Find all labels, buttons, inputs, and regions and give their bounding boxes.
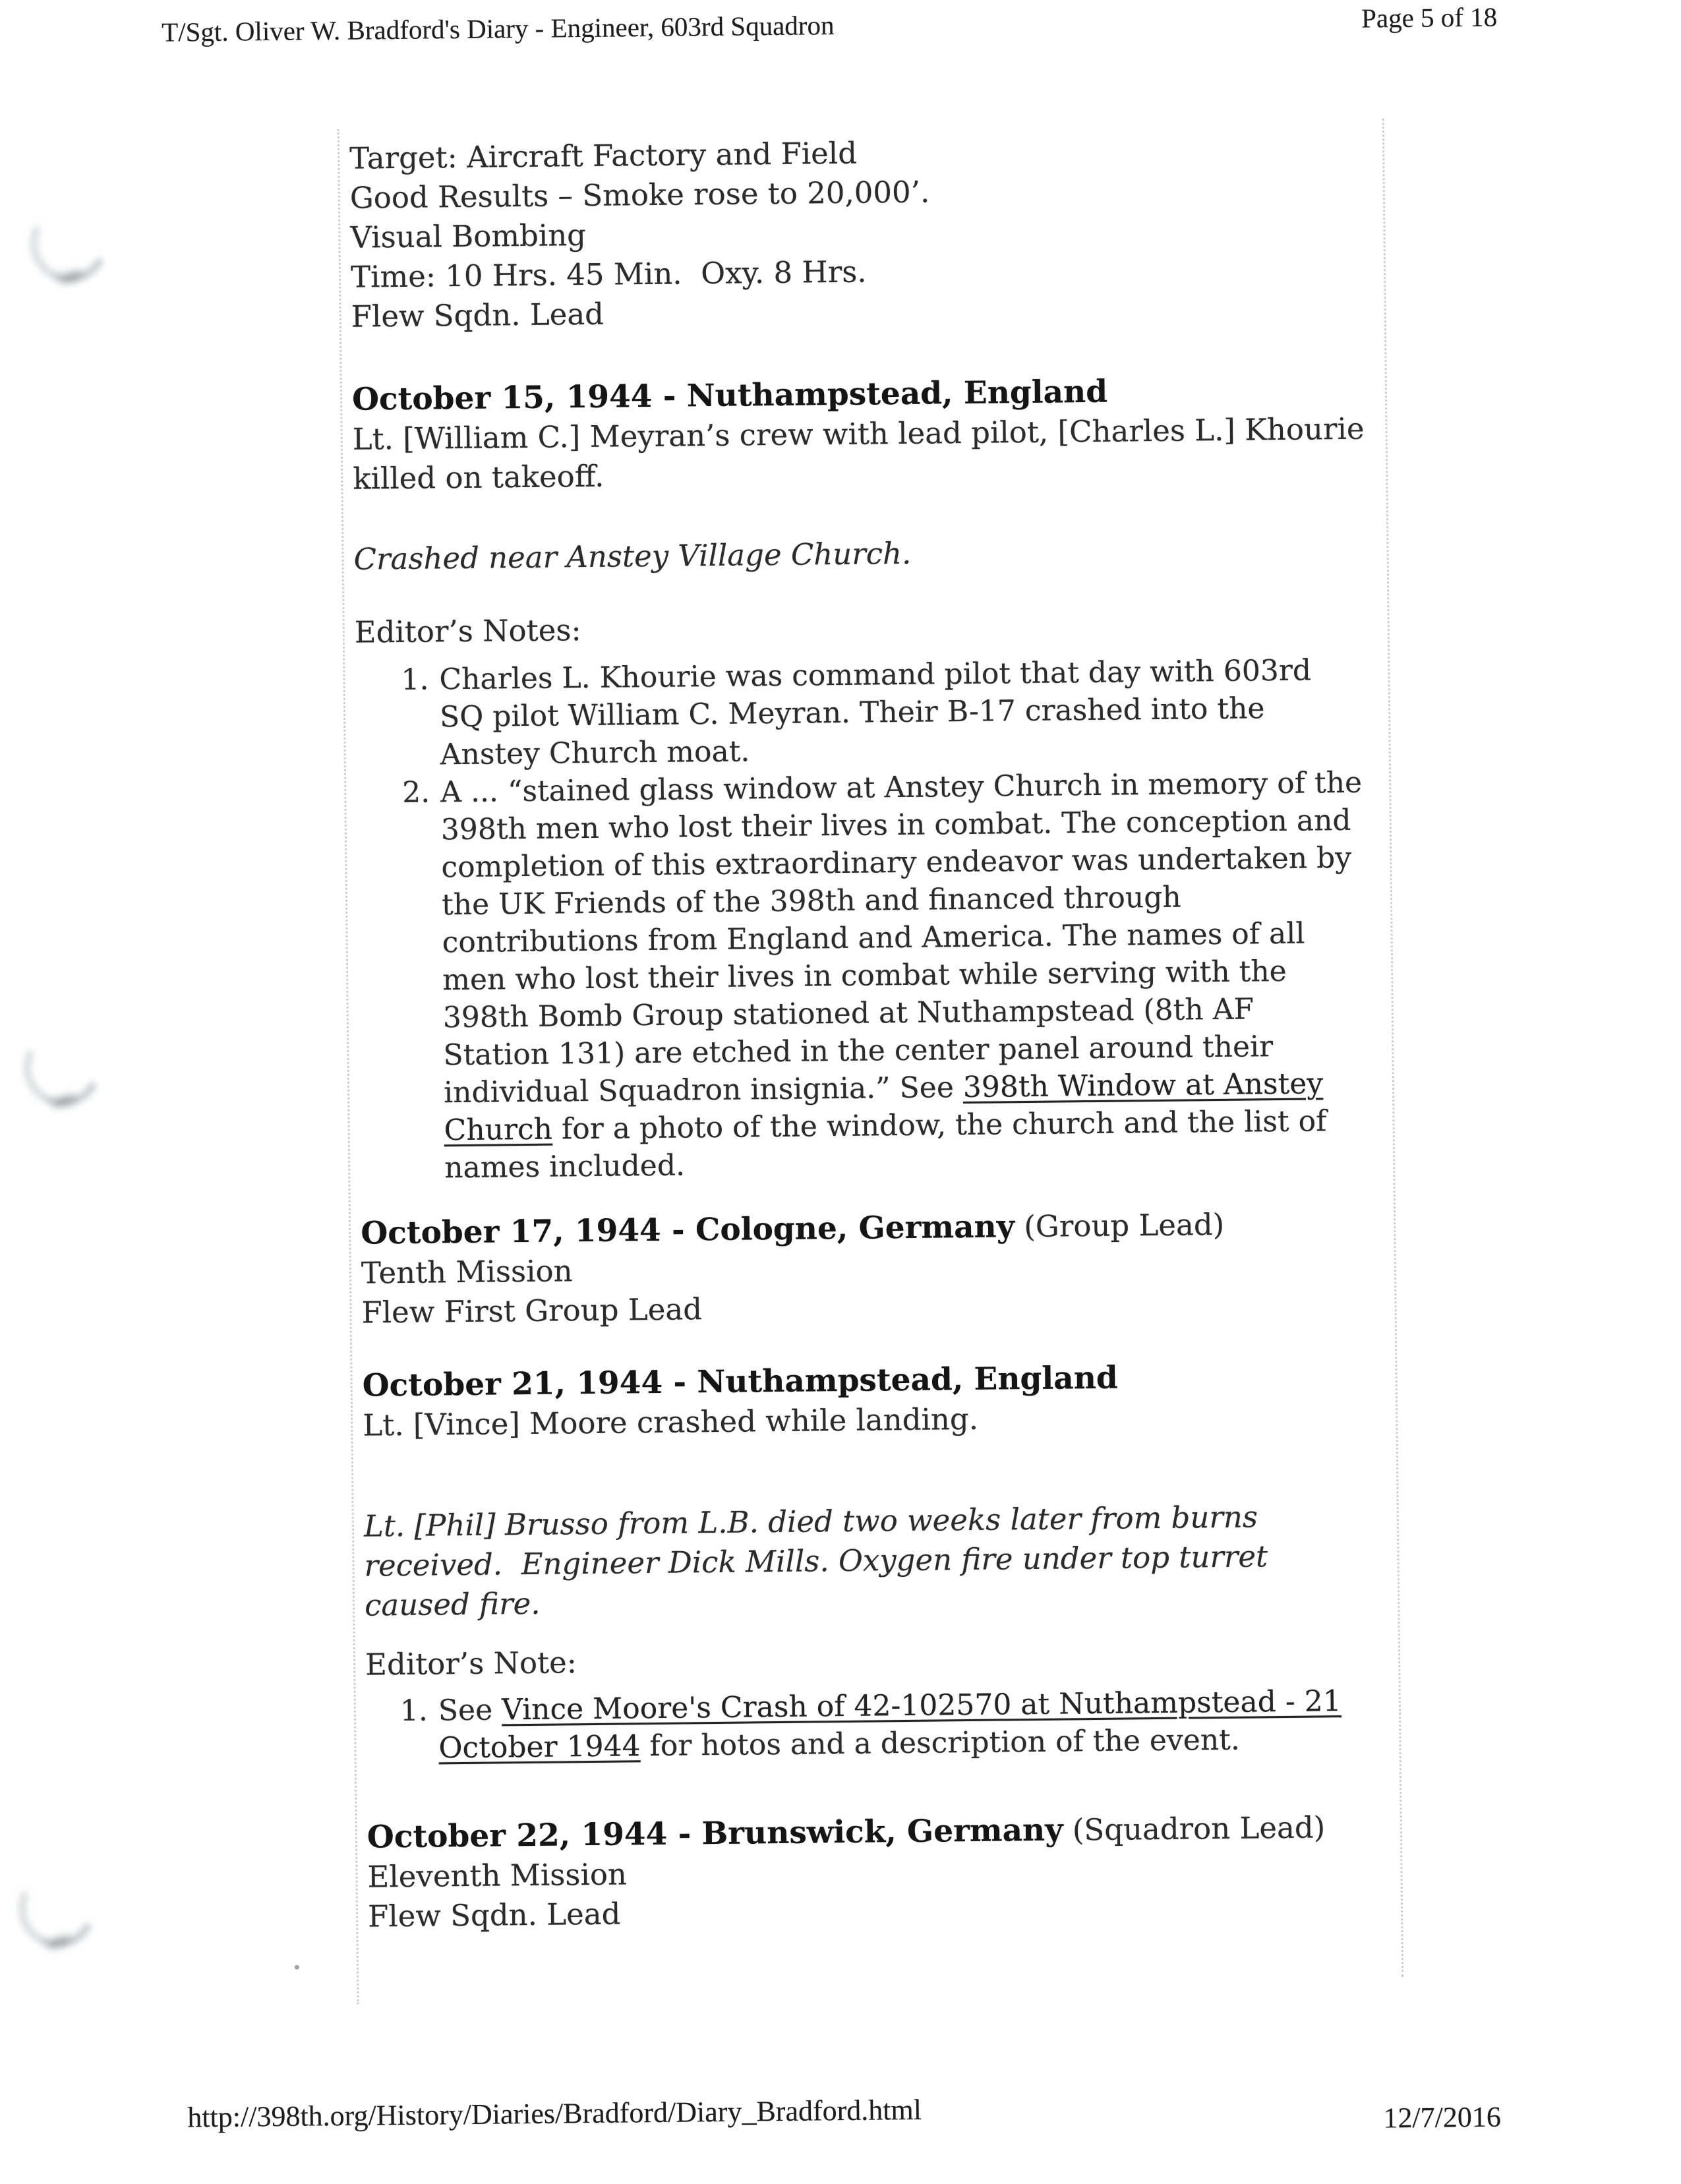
note-text: for a photo of the window, the church and the list of names included.	[444, 1104, 1327, 1185]
print-footer-url: http://398th.org/History/Diaries/Bradford/Diary_Bradford.html	[187, 2093, 922, 2134]
list-item-number: 1.	[401, 663, 429, 697]
scan-speck-artifact	[295, 1965, 299, 1970]
link-vince-moores-crash: Vince Moore's Crash of 42-102570 at Nuthampstead - 21 October 1944	[438, 1684, 1342, 1765]
note-text: A ... “stained glass window at Anstey Church in memory of the 398th men who lost their lives in combat. The conception and completion of this extraordinary endeavor was undertaken by the UK Friends of the 398th and financed through contributions from England and America. The names of all men who lost their lives in combat while serving with the 398th Bomb Group stationed at Nuthampstead (8th AF Station 131) are etched in the center panel around their individual Squadron insignia.” See	[440, 765, 1363, 1110]
list-item-number: 2.	[402, 775, 430, 810]
editors-note-label: Editor’s Note:	[365, 1645, 577, 1682]
entry-heading-oct15: October 15, 1944 - Nuthampstead, England	[351, 373, 1108, 418]
entry-oct22	[367, 1807, 1410, 1937]
entry-body-oct21: Lt. [Vince] Moore crashed while landing.	[363, 1401, 979, 1443]
entry-oct21	[362, 1355, 1404, 1446]
entry-heading-oct17: October 17, 1944 - Cologne, Germany	[360, 1208, 1015, 1252]
list-item	[356, 763, 1401, 1188]
entry-heading-oct22: October 22, 1944 - Brunswick, Germany	[367, 1812, 1063, 1856]
italic-note-oct21: Lt. [Phil] Brusso from L.B. died two weeks later from burns received. Engineer Dick Mills. Oxygen fire under top turret caused fire.	[363, 1499, 1268, 1623]
entry-body-oct15: Lt. [William C.] Meyran’s crew with lead pilot, [Charles L.] Khourie killed on takeoff.	[352, 411, 1365, 496]
editors-notes-label: Editor’s Notes:	[354, 612, 581, 650]
editors-notes-list	[355, 651, 1401, 1188]
mission-summary: Target: Aircraft Factory and Field Good Results – Smoke rose to 20,000’. Visual Bombing Time: 10 Hrs. 45 Min. Oxy. 8 Hrs. Flew Sqdn. Lead	[349, 135, 930, 334]
list-item	[366, 1682, 1408, 1768]
entry-oct15	[352, 369, 1395, 499]
entry-heading-oct21: October 21, 1944 - Nuthampstead, England	[362, 1359, 1118, 1404]
list-item	[355, 651, 1398, 775]
editors-note-list	[366, 1682, 1408, 1768]
print-header-title: T/Sgt. Oliver W. Bradford's Diary - Engineer, 603rd Squadron	[161, 10, 835, 47]
note-text: See	[438, 1693, 502, 1728]
entry-heading-oct17-suffix: (Group Lead)	[1014, 1206, 1225, 1245]
link-398th-window-at-anstey-church: 398th Window at Anstey Church	[444, 1067, 1324, 1148]
entry-heading-oct22-suffix: (Squadron Lead)	[1063, 1810, 1326, 1848]
print-footer-date: 12/7/2016	[1383, 2100, 1502, 2135]
list-item-text: Charles L. Khourie was command pilot that day with 603rd SQ pilot William C. Meyran. Their B-17 crashed into the Anstey Church moat.	[439, 653, 1312, 772]
entry-body-oct17: Tenth Mission Flew First Group Lead	[361, 1253, 703, 1330]
list-item-text	[438, 1682, 1408, 1767]
print-header-page-indicator: Page 5 of 18	[1361, 1, 1498, 34]
list-item-number: 1.	[399, 1694, 428, 1728]
note-text: for hotos and a description of the event.	[640, 1723, 1241, 1763]
italic-note-oct15: Crashed near Anstey Village Church.	[353, 535, 912, 577]
entry-oct17	[361, 1203, 1403, 1333]
list-item-text	[440, 763, 1401, 1187]
entry-body-oct22: Eleventh Mission Flew Sqdn. Lead	[367, 1856, 628, 1934]
